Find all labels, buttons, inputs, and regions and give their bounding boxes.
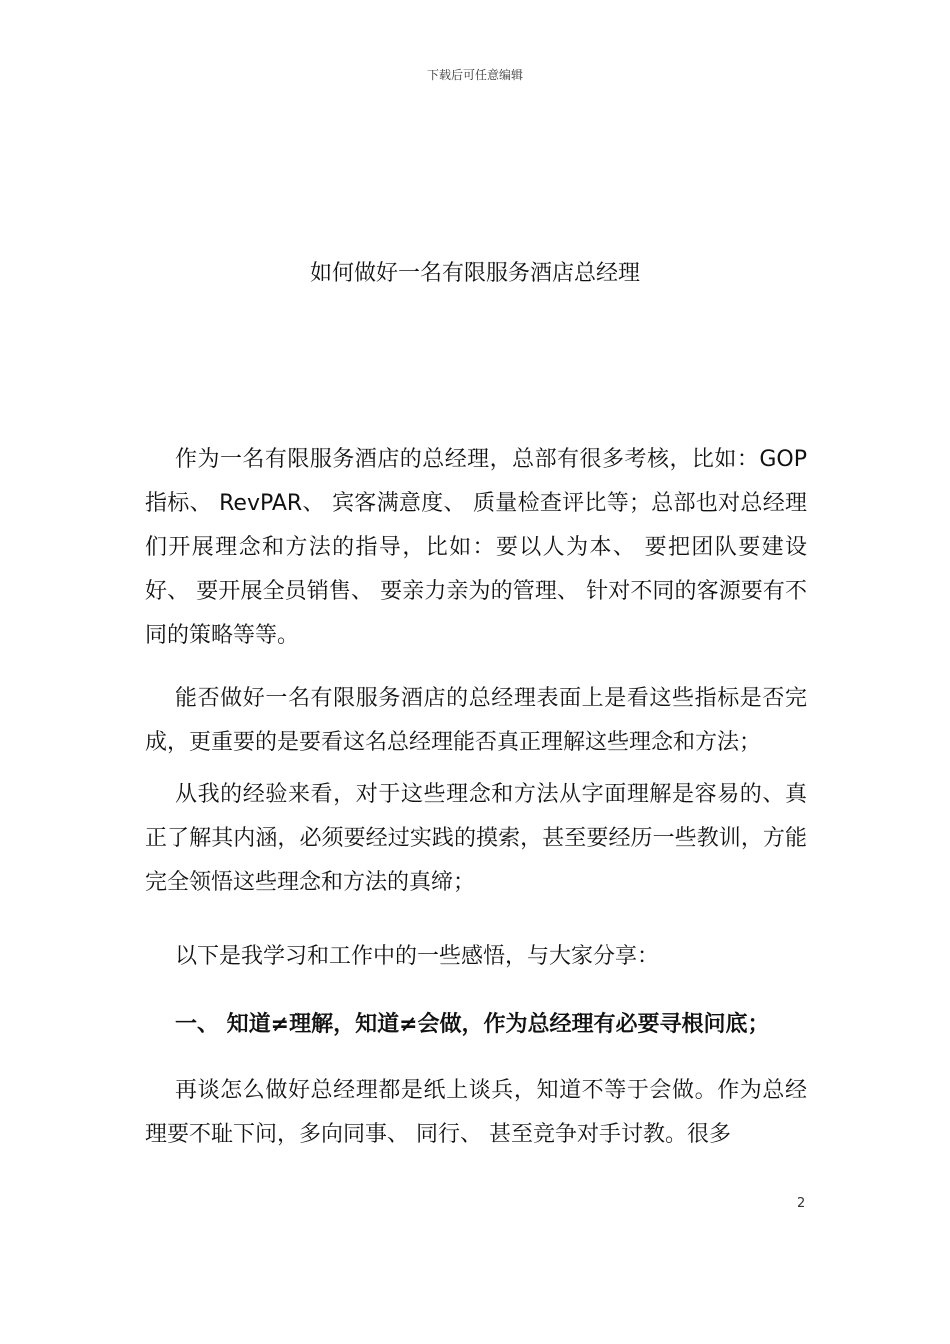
page-number: 2 <box>797 1196 806 1211</box>
body-paragraph: 从我的经验来看，对于这些理念和方法从字面理解是容易的、真正了解其内涵，必须要经过实践的摸索，甚至要经历一些教训，方能完全领悟这些理念和方法的真缔； <box>145 782 807 895</box>
section-heading: 一、 知道≠理解，知道≠会做，作为总经理有必要寻根问底； <box>175 1012 770 1037</box>
body-paragraph: 以下是我学习和工作中的一些感悟，与大家分享： <box>175 944 660 969</box>
document-title: 如何做好一名有限服务酒店总经理 <box>309 261 640 286</box>
body-paragraph: 再谈怎么做好总经理都是纸上谈兵，知道不等于会做。作为总经理要不耻下问，多向同事、 同行、 甚至竞争对手讨教。很多 <box>145 1078 807 1147</box>
body-paragraph: 作为一名有限服务酒店的总经理，总部有很多考核，比如：GOP指标、 RevPAR、 宾客满意度、 质量检查评比等；总部也对总经理们开展理念和方法的指导，比如：要以人为本、 要把团队要建设好、 要开展全员销售、 要亲力亲为的管理、 针对不同的客源要有不同的策略等等。 <box>145 447 807 648</box>
body-paragraph: 能否做好一名有限服务酒店的总经理表面上是看这些指标是否完成，更重要的是要看这名总经理能否真正理解这些理念和方法； <box>145 686 807 755</box>
header-note: 下载后可任意编辑 <box>426 68 523 82</box>
